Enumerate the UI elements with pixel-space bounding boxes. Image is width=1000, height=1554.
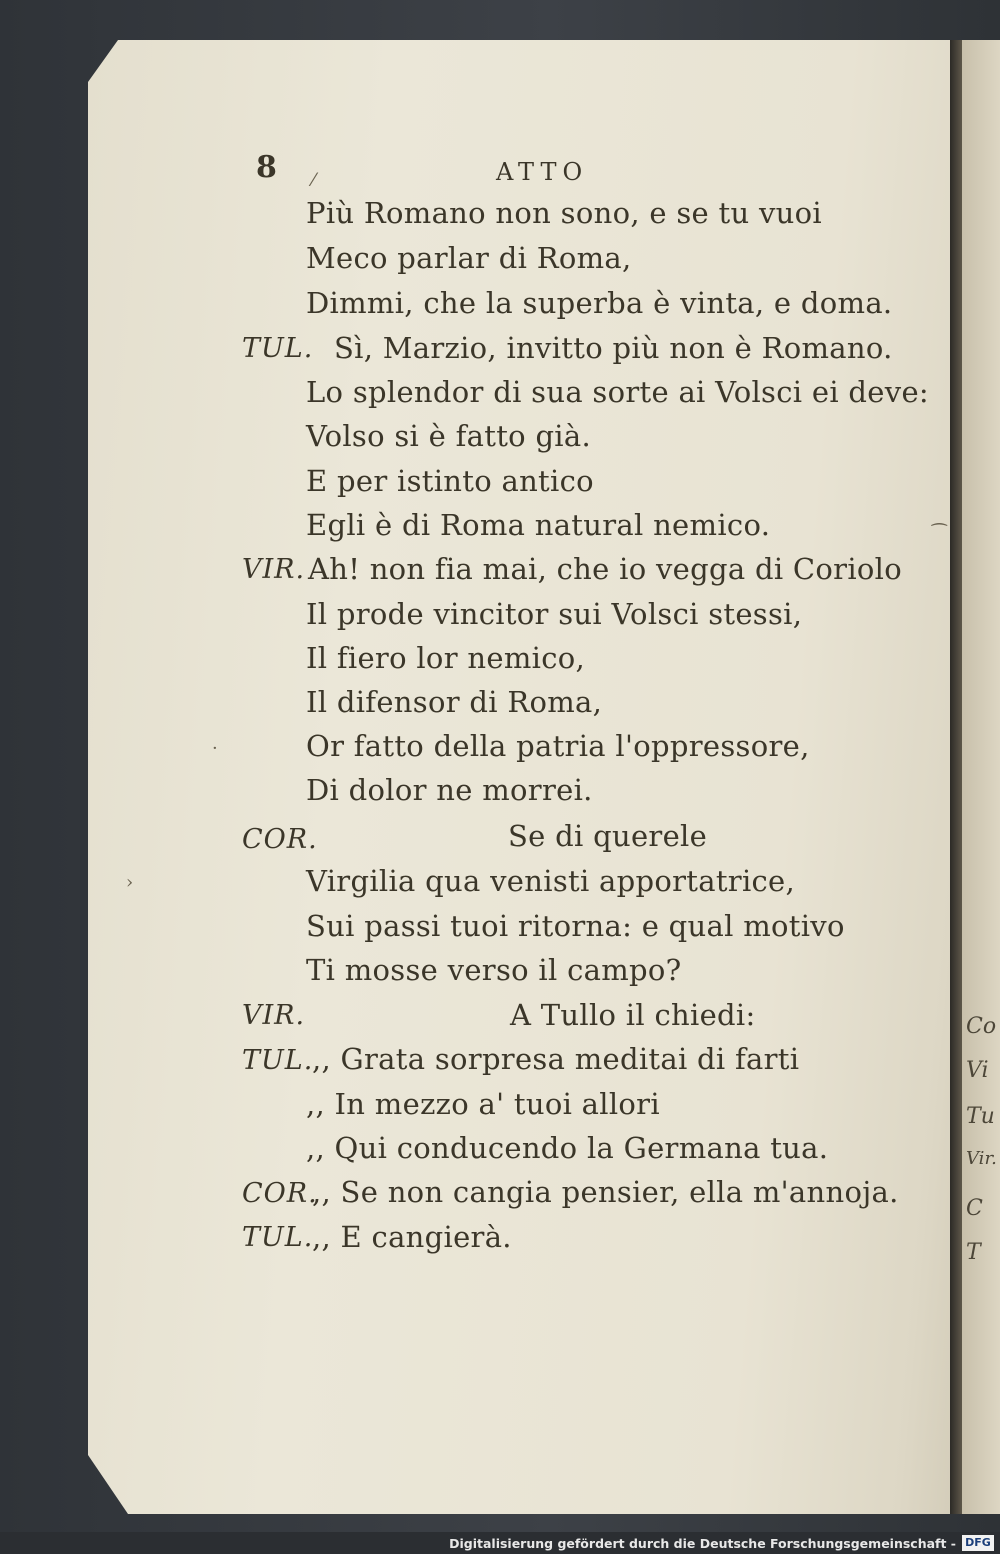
speaker-label: TUL. bbox=[242, 1045, 314, 1076]
verse-line: Dimmi, che la superba è vinta, e doma. bbox=[306, 286, 893, 320]
verse-line: Di dolor ne morrei. bbox=[306, 773, 593, 807]
verse-line: Virgilia qua venisti apportatrice, bbox=[306, 864, 796, 898]
verse-line: Ah! non fia mai, che io vegga di Coriolo bbox=[308, 552, 903, 586]
footer-credit: Digitalisierung gefördert durch die Deutsche Forschungsgemeinschaft - bbox=[449, 1536, 956, 1551]
speaker-label: TUL. bbox=[242, 1222, 314, 1253]
verse-line: Sì, Marzio, invitto più non è Romano. bbox=[334, 331, 893, 365]
speaker-label: COR. bbox=[242, 1178, 318, 1209]
speaker-label: VIR. bbox=[242, 1000, 306, 1031]
verse-line: Lo splendor di sua sorte ai Volsci ei deve: bbox=[306, 375, 929, 409]
verse-line: Il prode vincitor sui Volsci stessi, bbox=[306, 597, 803, 631]
facing-page-fragment: Tu bbox=[966, 1104, 995, 1129]
verse-line: Volso si è fatto già. bbox=[306, 419, 591, 453]
facing-page-fragment: Vir. bbox=[966, 1148, 997, 1169]
verse-line: Sui passi tuoi ritorna: e qual motivo bbox=[306, 909, 845, 943]
speaker-label: TUL. bbox=[242, 333, 314, 364]
page-number: 8 bbox=[256, 150, 277, 185]
speaker-label: COR. bbox=[242, 824, 318, 855]
facing-page-edge bbox=[962, 40, 1000, 1514]
verse-line: Egli è di Roma natural nemico. bbox=[306, 508, 771, 542]
verse-line: ,, In mezzo a' tuoi allori bbox=[306, 1087, 660, 1121]
speaker-label: VIR. bbox=[242, 554, 306, 585]
verse-line: E per istinto antico bbox=[306, 464, 594, 498]
verse-line: Il fiero lor nemico, bbox=[306, 641, 586, 675]
verse-line: Ti mosse verso il campo? bbox=[306, 953, 682, 987]
facing-page-fragment: T bbox=[966, 1240, 981, 1265]
verse-line: ,, E cangierà. bbox=[312, 1220, 512, 1254]
digitization-footer bbox=[0, 1532, 1000, 1554]
verse-line: Se di querele bbox=[508, 819, 708, 853]
running-head: ATTO bbox=[496, 158, 589, 186]
verse-line: Il difensor di Roma, bbox=[306, 685, 603, 719]
verse-line: ,, Se non cangia pensier, ella m'annoja. bbox=[312, 1175, 899, 1209]
verse-line: Or fatto della patria l'oppressore, bbox=[306, 729, 810, 763]
verse-line: A Tullo il chiedi: bbox=[510, 998, 756, 1032]
verse-line: Meco parlar di Roma, bbox=[306, 241, 632, 275]
facing-page-fragment: Co bbox=[966, 1014, 997, 1039]
verse-line: ,, Grata sorpresa meditai di farti bbox=[312, 1042, 800, 1076]
facing-page-fragment: Vi bbox=[966, 1058, 989, 1083]
facing-page-fragment: C bbox=[966, 1196, 983, 1221]
verse-line: ,, Qui conducendo la Germana tua. bbox=[306, 1131, 829, 1165]
dfg-logo: DFG bbox=[962, 1535, 994, 1551]
verse-line: Più Romano non sono, e se tu vuoi bbox=[306, 196, 822, 230]
